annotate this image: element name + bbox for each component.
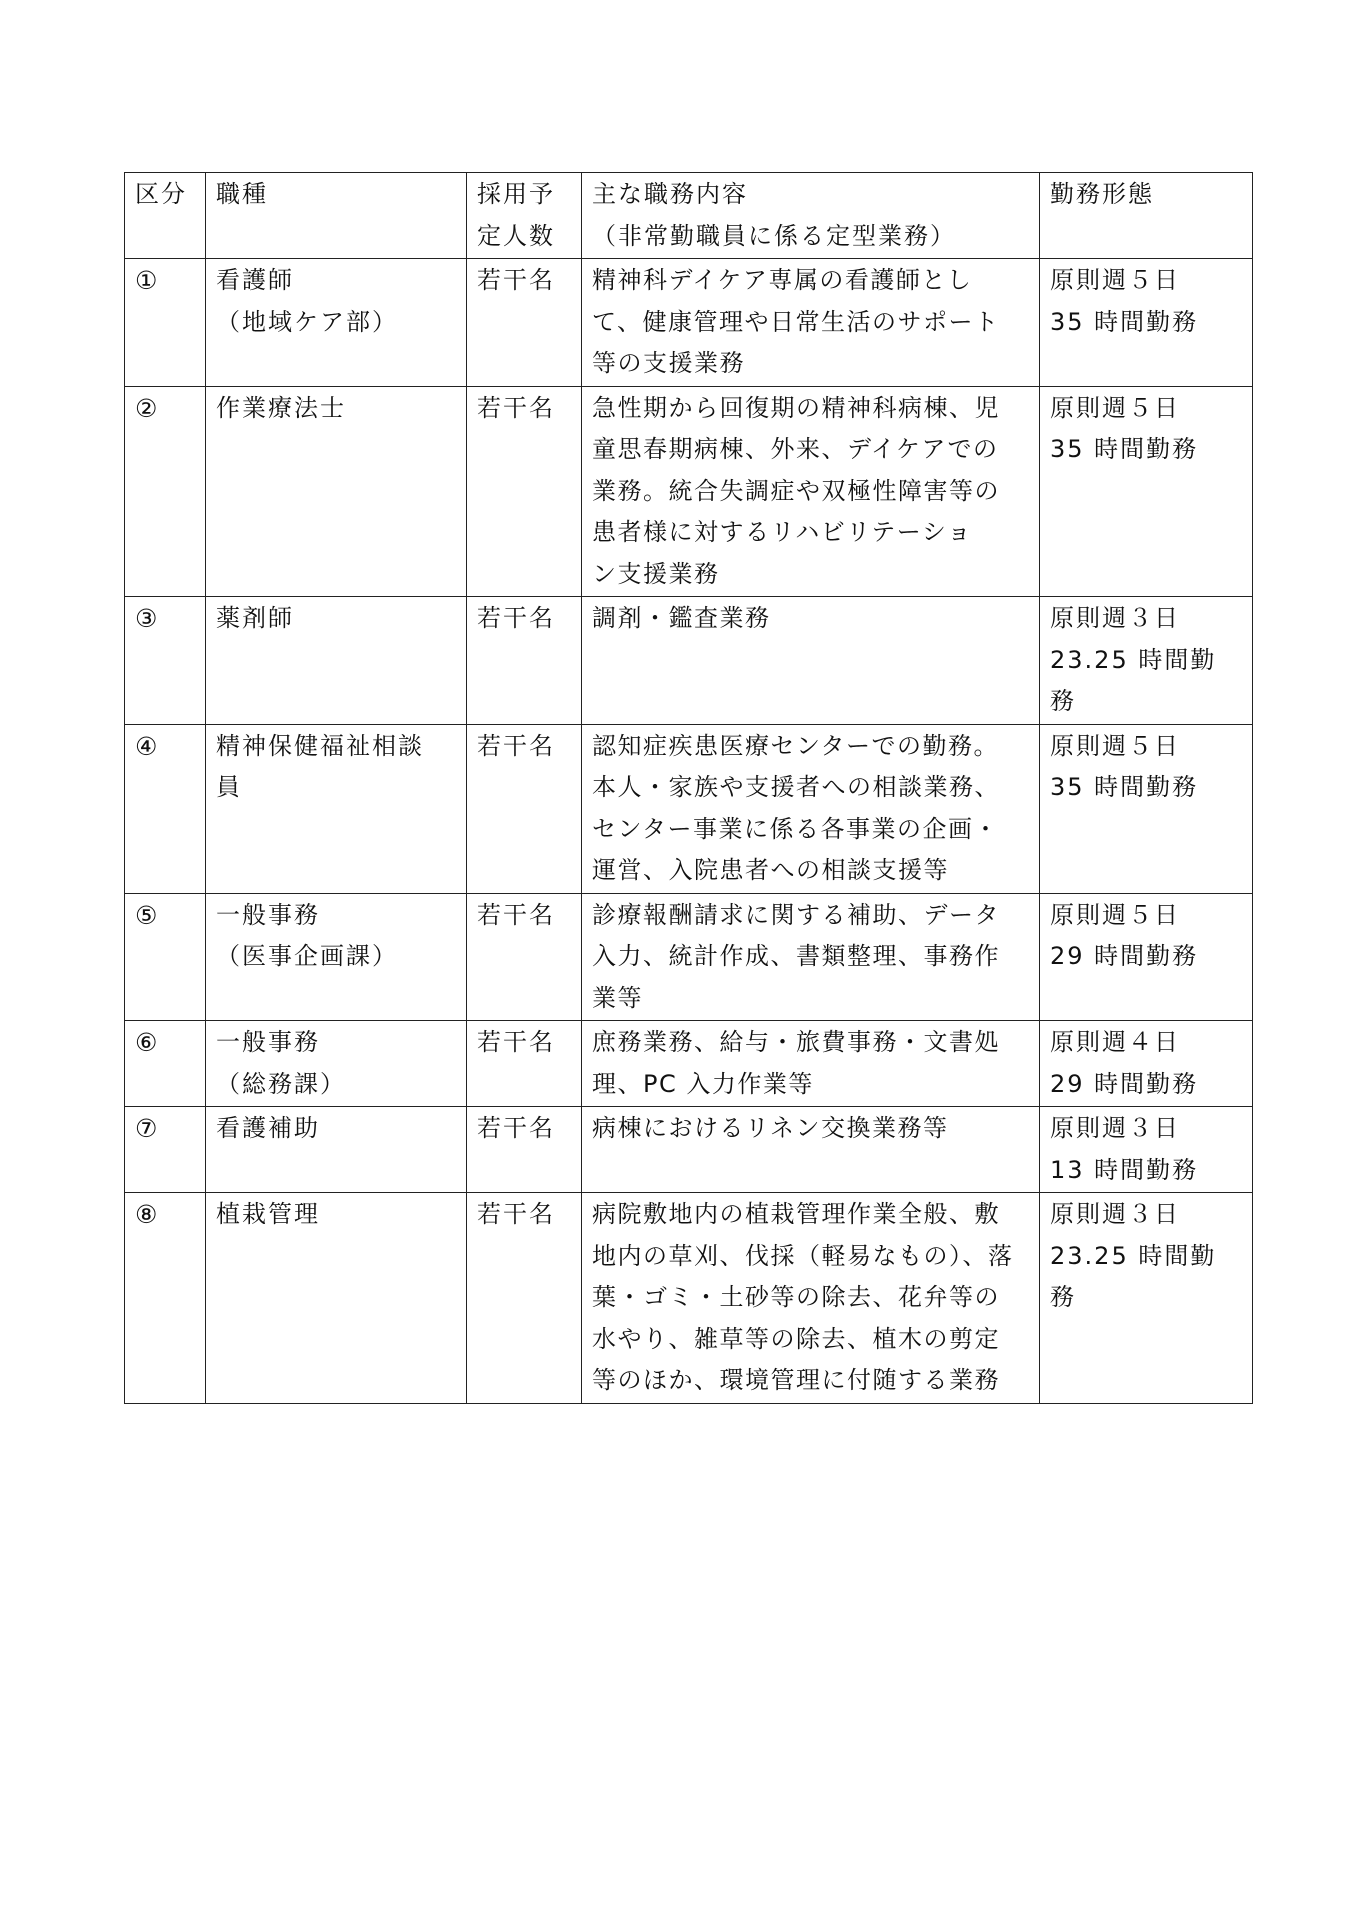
header-planned: 採用予 定人数	[467, 173, 582, 259]
row-job: 一般事務 （総務課）	[206, 1021, 467, 1107]
row-planned: 若干名	[467, 724, 582, 893]
row-planned: 若干名	[467, 259, 582, 387]
row-duties: 急性期から回復期の精神科病棟、児 童思春期病棟、外来、デイケアでの 業務。統合失調症や双極性障害等の 患者様に対するリハビリテーショ ン支援業務	[582, 386, 1040, 597]
row-work: 原則週５日 35 時間勤務	[1040, 724, 1253, 893]
table-row	[125, 386, 1253, 597]
table-row	[125, 724, 1253, 893]
table-row	[125, 1021, 1253, 1107]
table-header-row	[125, 173, 1253, 259]
row-division: ⑤	[125, 893, 206, 1021]
row-job: 看護補助	[206, 1107, 467, 1193]
row-duties: 病院敷地内の植栽管理作業全般、敷 地内の草刈、伐採（軽易なもの）、落 葉・ゴミ・土砂等の除去、花弁等の 水やり、雑草等の除去、植木の剪定 等のほか、環境管理に付随する業務	[582, 1193, 1040, 1404]
row-division: ①	[125, 259, 206, 387]
row-work: 原則週４日 29 時間勤務	[1040, 1021, 1253, 1107]
table-row	[125, 597, 1253, 725]
row-planned: 若干名	[467, 1107, 582, 1193]
row-planned: 若干名	[467, 1193, 582, 1404]
row-work: 原則週５日 35 時間勤務	[1040, 259, 1253, 387]
row-planned: 若干名	[467, 893, 582, 1021]
row-job: 一般事務 （医事企画課）	[206, 893, 467, 1021]
header-duties: 主な職務内容 （非常勤職員に係る定型業務）	[582, 173, 1040, 259]
row-planned: 若干名	[467, 1021, 582, 1107]
recruitment-table	[124, 172, 1253, 1404]
row-job: 植栽管理	[206, 1193, 467, 1404]
row-duties: 認知症疾患医療センターでの勤務。 本人・家族や支援者への相談業務、 センター事業に係る各事業の企画・ 運営、入院患者への相談支援等	[582, 724, 1040, 893]
row-division: ②	[125, 386, 206, 597]
row-duties: 病棟におけるリネン交換業務等	[582, 1107, 1040, 1193]
row-work: 原則週３日 23.25 時間勤務	[1040, 597, 1253, 725]
table-row	[125, 1107, 1253, 1193]
row-work: 原則週５日 35 時間勤務	[1040, 386, 1253, 597]
row-planned: 若干名	[467, 386, 582, 597]
row-work: 原則週３日 23.25 時間勤務	[1040, 1193, 1253, 1404]
row-job: 薬剤師	[206, 597, 467, 725]
row-duties: 庶務業務、給与・旅費事務・文書処 理、PC 入力作業等	[582, 1021, 1040, 1107]
row-planned: 若干名	[467, 597, 582, 725]
row-duties: 精神科デイケア専属の看護師とし て、健康管理や日常生活のサポート 等の支援業務	[582, 259, 1040, 387]
header-division: 区分	[125, 173, 206, 259]
row-duties: 診療報酬請求に関する補助、データ 入力、統計作成、書類整理、事務作 業等	[582, 893, 1040, 1021]
row-work: 原則週５日 29 時間勤務	[1040, 893, 1253, 1021]
header-job: 職種	[206, 173, 467, 259]
header-work: 勤務形態	[1040, 173, 1253, 259]
table-row	[125, 1193, 1253, 1404]
table-row	[125, 259, 1253, 387]
row-division: ⑦	[125, 1107, 206, 1193]
row-duties: 調剤・鑑査業務	[582, 597, 1040, 725]
row-work: 原則週３日 13 時間勤務	[1040, 1107, 1253, 1193]
row-division: ⑧	[125, 1193, 206, 1404]
row-division: ③	[125, 597, 206, 725]
row-division: ④	[125, 724, 206, 893]
row-job: 精神保健福祉相談 員	[206, 724, 467, 893]
row-job: 作業療法士	[206, 386, 467, 597]
row-job: 看護師 （地域ケア部）	[206, 259, 467, 387]
table-row	[125, 893, 1253, 1021]
row-division: ⑥	[125, 1021, 206, 1107]
